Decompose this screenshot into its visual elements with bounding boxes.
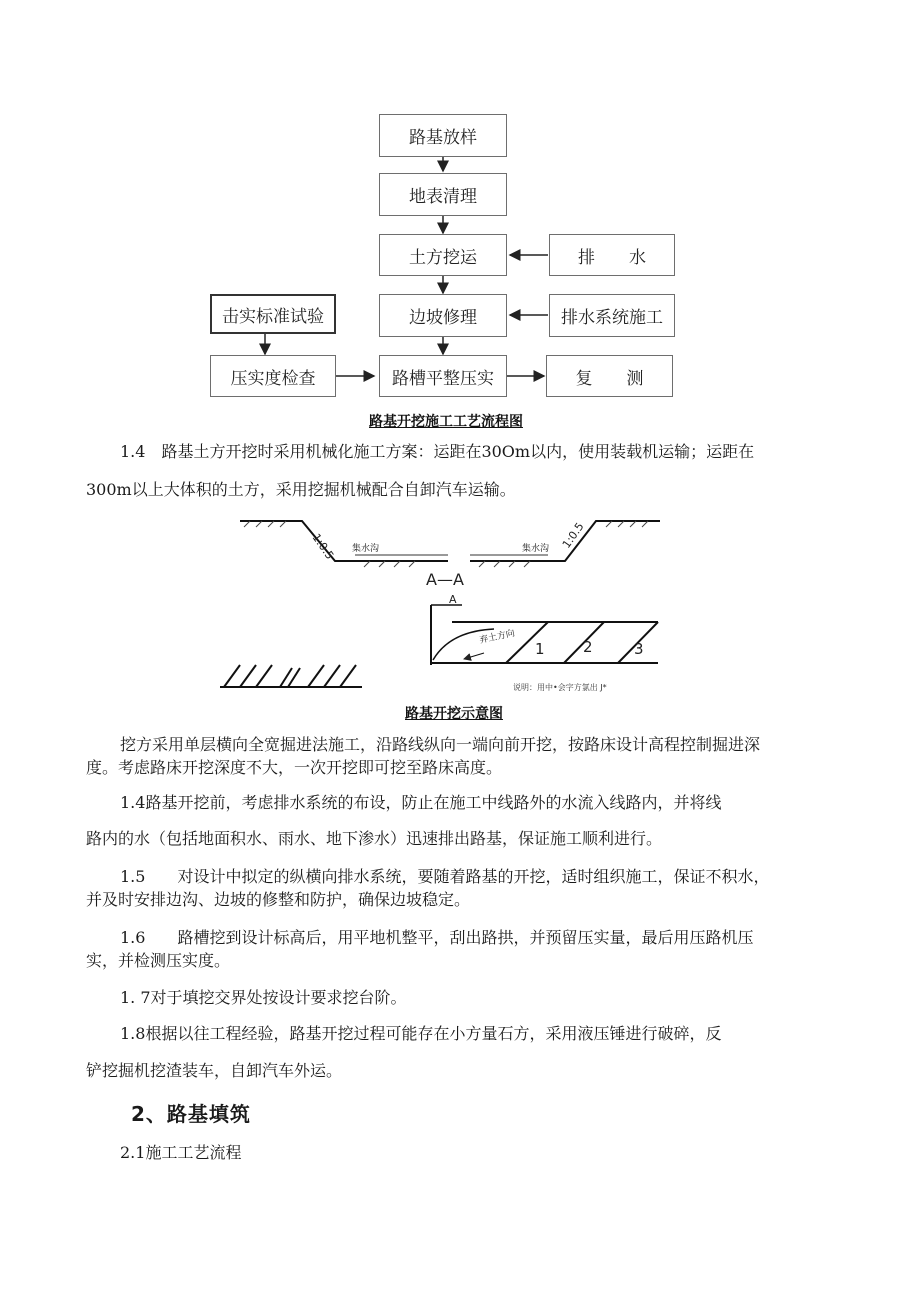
pile-label: 弃土方向 <box>478 628 516 646</box>
scale-hatch-symbol <box>220 665 362 687</box>
flow-step-slope: 边坡修理 <box>379 294 507 337</box>
paragraph-method-line2: 度。考虑路床开挖深度不大，一次开挖即可挖至路床高度。 <box>86 758 503 777</box>
sump-right-label: 集水沟 <box>522 544 550 554</box>
pile-arrow <box>464 653 484 659</box>
excavation-diagram <box>0 505 920 700</box>
flow-step-clear: 地表清理 <box>379 173 507 216</box>
paragraph-1-6-line2: 实，并检测压实度。 <box>86 951 231 970</box>
stage-2-label: 2 <box>583 638 593 656</box>
paragraph-1-4b-line1: 1.4路基开挖前，考虑排水系统的布设，防止在施工中线路外的水流入线路内，并将线 <box>120 793 722 812</box>
paragraph-1-5-line1: 1.5 对设计中拟定的纵横向排水系统，要随着路基的开挖，适时组织施工，保证不积水， <box>120 867 770 886</box>
diagram-note: 说明：用中•会字方氯出 J* <box>513 683 607 692</box>
paragraph-1-6-line1: 1.6 路槽挖到设计标高后，用平地机整平，刮出路拱，并预留压实量，最后用压路机压 <box>120 928 754 947</box>
paragraph-method-line1: 挖方采用单层横向全宽掘进法施工，沿路线纵向一端向前开挖，按路床设计高程控制掘进深 <box>120 735 761 754</box>
paragraph-1-8-line2: 铲挖掘机挖渣装车，自卸汽车外运。 <box>86 1061 343 1080</box>
flowchart-caption: 路基开挖施工工艺流程图 <box>369 414 523 430</box>
paragraph-1-4-line1: 1.4 路基土方开挖时采用机械化施工方案：运距在30Om以内，使用装载机运输；运距在 <box>120 442 755 461</box>
paragraph-1-5-line2: 并及时安排边沟、边坡的修整和防护，确保边坡稳定。 <box>86 890 471 909</box>
paragraph-1-4b-line2: 路内的水（包括地面积水、雨水、地下渗水）迅速排出路基，保证施工顺利进行。 <box>86 829 663 848</box>
flow-side-drain: 排 水 <box>549 234 675 276</box>
flow-side-recheck: 复 测 <box>546 355 673 397</box>
flow-step-survey: 路基放样 <box>379 114 507 157</box>
flow-side-compaction-check: 压实度检查 <box>210 355 336 397</box>
stage-3-label: 3 <box>634 640 644 658</box>
slope-right-label: 1:0.5 <box>559 520 587 551</box>
stage-1-label: 1 <box>535 640 545 658</box>
section-label: A—A <box>426 570 464 589</box>
flow-step-excavate: 土方挖运 <box>379 234 507 276</box>
flow-step-compact: 路槽平整压实 <box>379 355 507 397</box>
diagram-caption: 路基开挖示意图 <box>405 706 503 722</box>
plan-a-marker: A <box>449 593 457 606</box>
subheading-2-1: 2.1施工工艺流程 <box>120 1143 242 1162</box>
sump-left-label: 集水沟 <box>352 544 380 554</box>
section-heading-2: 2、路基填筑 <box>131 1102 251 1126</box>
flow-side-drain-system: 排水系统施工 <box>549 294 675 337</box>
paragraph-1-4-line2: 300m以上大体积的土方，采用挖掘机械配合自卸汽车运输。 <box>86 480 516 499</box>
slope-left-label: 1:0.5 <box>309 531 337 562</box>
flow-side-compaction-test: 击实标准试验 <box>210 294 336 334</box>
paragraph-1-8-line1: 1.8根据以往工程经验，路基开挖过程可能存在小方量石方，采用液压锤进行破碎，反 <box>120 1024 722 1043</box>
paragraph-1-7: 1. 7对于填挖交界处按设计要求挖台阶。 <box>120 988 407 1007</box>
